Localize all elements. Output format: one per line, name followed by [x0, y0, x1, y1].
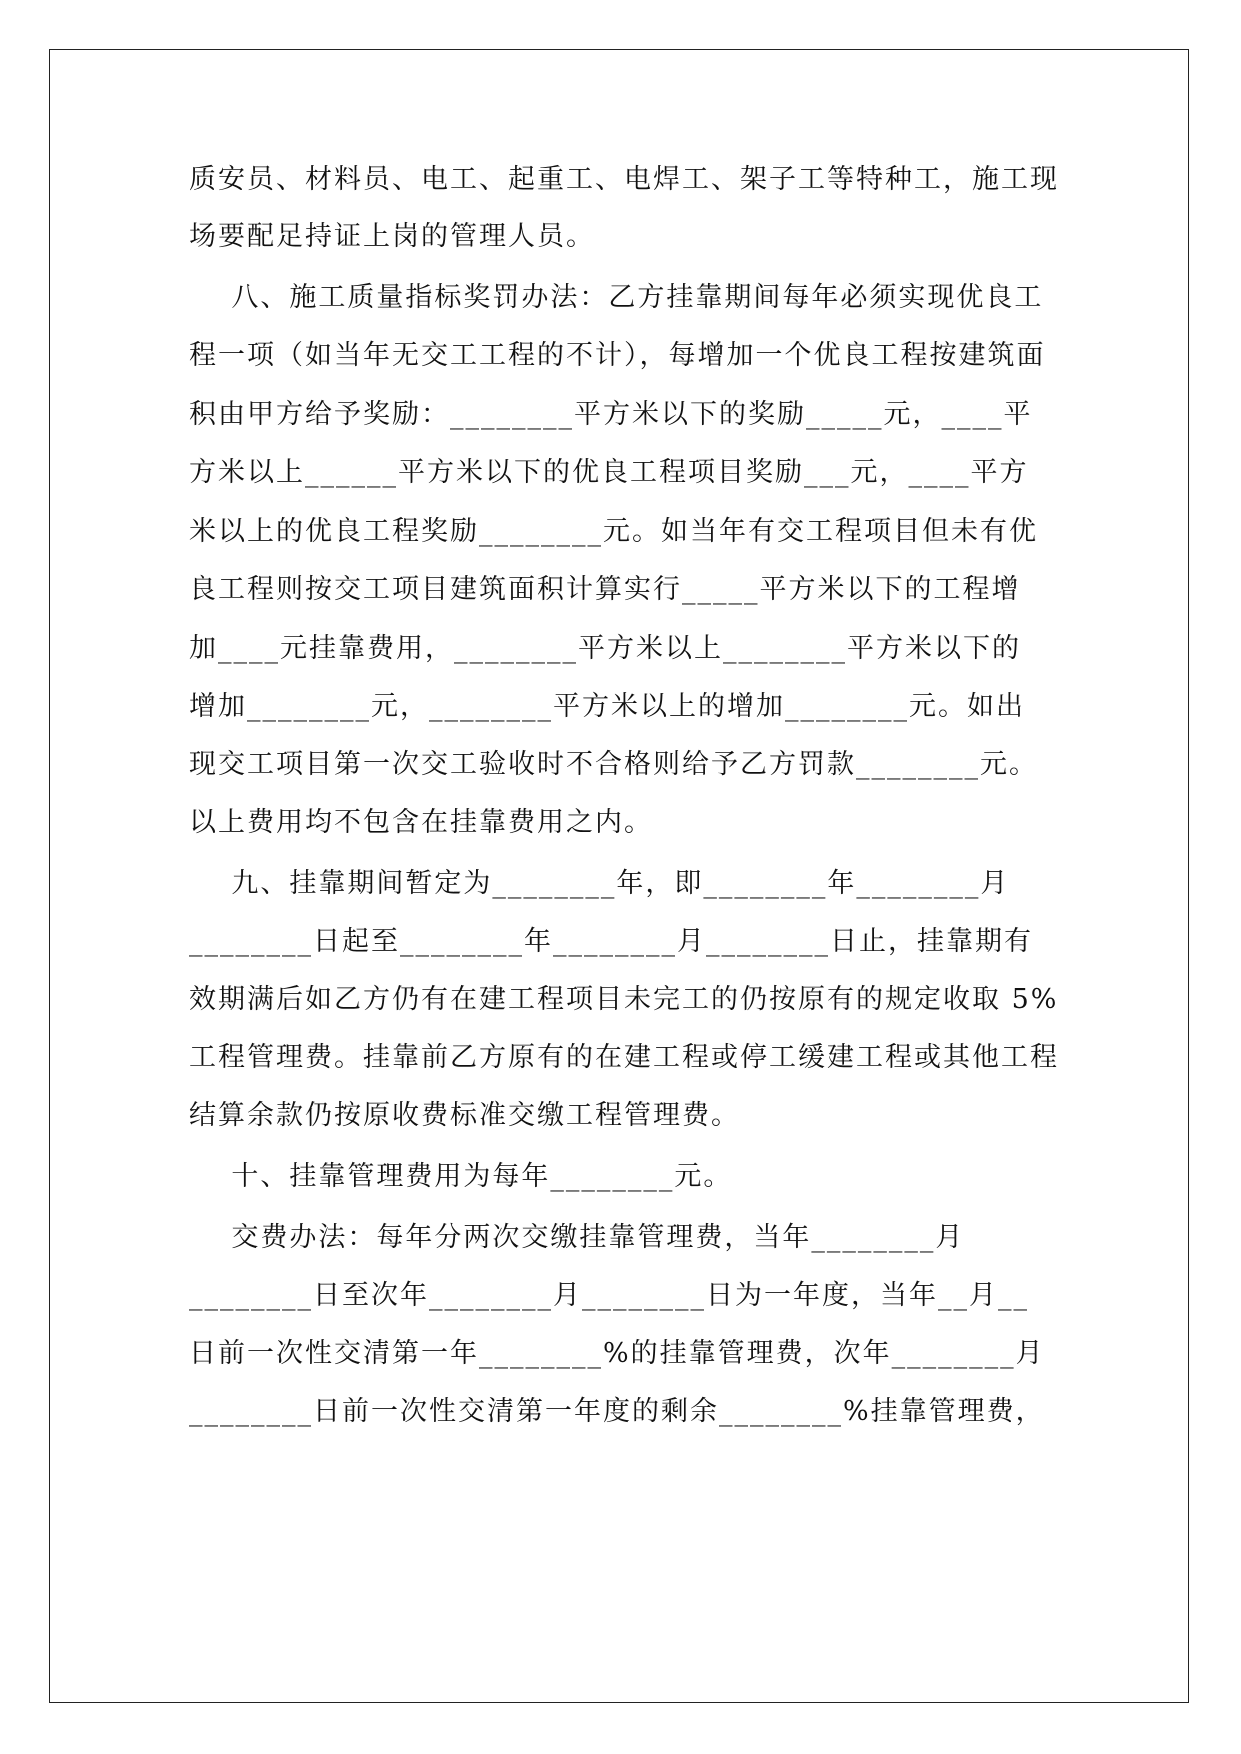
text-line: 效期满后如乙方仍有在建工程项目未完工的仍按原有的规定收取 5%: [189, 984, 1059, 1015]
text-line: 以上费用均不包含在挂靠费用之内。: [189, 807, 653, 838]
text-line: 良工程则按交工项目建筑面积计算实行_____平方米以下的工程增: [189, 574, 1021, 605]
text-line: ________日至次年________月________日为一年度，当年__月__: [189, 1280, 1029, 1311]
text-line: 九、挂靠期间暂定为________年，即________年________月: [189, 868, 1010, 899]
text-line: 方米以上______平方米以下的优良工程项目奖励___元，____平方: [189, 457, 1029, 488]
text-line: 米以上的优良工程奖励________元。如当年有交工程项目但未有优: [189, 516, 1038, 547]
text-line: 交费办法：每年分两次交缴挂靠管理费，当年________月: [189, 1222, 965, 1253]
text-line: 程一项（如当年无交工工程的不计），每增加一个优良工程按建筑面: [189, 340, 1046, 371]
text-line: 工程管理费。挂靠前乙方原有的在建工程或停工缓建工程或其他工程: [189, 1042, 1059, 1073]
text-line: 日前一次性交清第一年________%的挂靠管理费，次年________月: [189, 1338, 1045, 1369]
text-line: 加____元挂靠费用，________平方米以上________平方米以下的: [189, 633, 1021, 664]
text-line: 现交工项目第一次交工验收时不合格则给予乙方罚款________元。: [189, 749, 1038, 780]
text-line: 八、施工质量指标奖罚办法：乙方挂靠期间每年必须实现优良工: [189, 282, 1044, 313]
text-line: 增加________元，________平方米以上的增加________元。如出: [189, 691, 1025, 722]
text-line: 质安员、材料员、电工、起重工、电焊工、架子工等特种工，施工现: [189, 164, 1059, 195]
text-line: 积由甲方给予奖励：________平方米以下的奖励_____元，____平: [189, 399, 1033, 430]
text-line: 场要配足持证上岗的管理人员。: [189, 221, 595, 252]
text-line: 十、挂靠管理费用为每年________元。: [189, 1161, 733, 1192]
text-line: 结算余款仍按原收费标准交缴工程管理费。: [189, 1100, 740, 1131]
text-line: ________日前一次性交清第一年度的剩余________%挂靠管理费，: [189, 1396, 1045, 1427]
text-line: ________日起至________年________月________日止，挂靠期有: [189, 926, 1033, 957]
